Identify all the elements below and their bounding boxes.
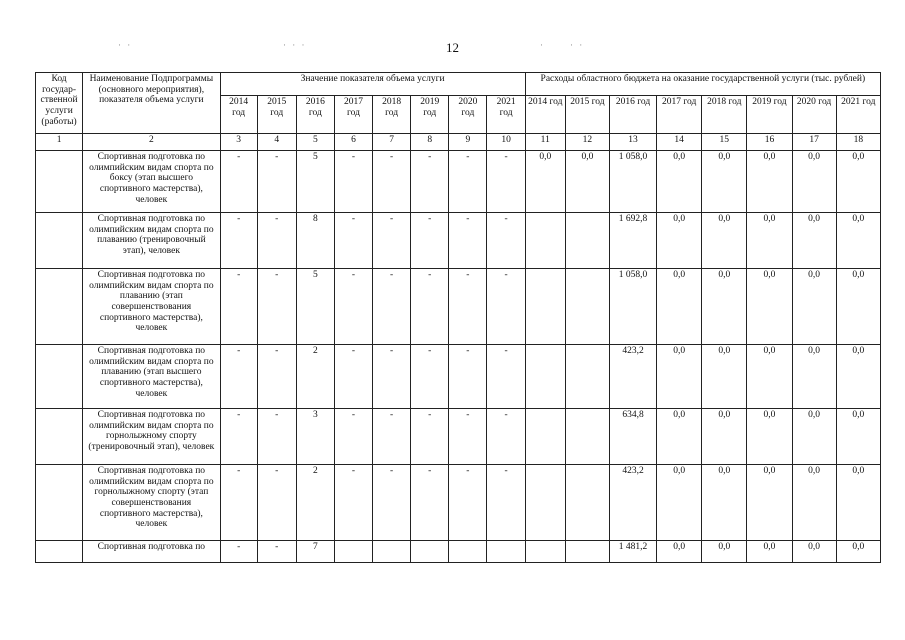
- scan-artifact: · · ·: [283, 40, 307, 50]
- cell-code: [36, 345, 83, 409]
- cell-volume: -: [449, 151, 487, 213]
- column-number: 13: [609, 134, 656, 151]
- cell-expense: 0,0: [792, 345, 836, 409]
- cell-expense: [565, 269, 609, 345]
- header-expense-year: 2017 год: [657, 96, 702, 134]
- cell-expense: 0,0: [702, 409, 747, 465]
- header-expense-year: 2018 год: [702, 96, 747, 134]
- cell-expense: 1 058,0: [609, 269, 656, 345]
- cell-volume: -: [449, 465, 487, 541]
- cell-expense: 0,0: [792, 213, 836, 269]
- cell-volume: -: [449, 409, 487, 465]
- cell-expense: [565, 213, 609, 269]
- column-number: 15: [702, 134, 747, 151]
- cell-volume: -: [334, 269, 372, 345]
- cell-expense: 0,0: [702, 151, 747, 213]
- cell-volume: [334, 541, 372, 563]
- cell-expense: 0,0: [836, 213, 880, 269]
- cell-volume: -: [487, 409, 525, 465]
- cell-expense: 0,0: [836, 465, 880, 541]
- cell-volume: -: [220, 541, 257, 563]
- cell-expense: 0,0: [747, 269, 792, 345]
- cell-volume: -: [487, 465, 525, 541]
- cell-expense: 0,0: [747, 409, 792, 465]
- page-number: 12: [446, 40, 459, 55]
- cell-volume: -: [373, 345, 411, 409]
- column-number: 14: [657, 134, 702, 151]
- column-number: 10: [487, 134, 525, 151]
- cell-name: Спортивная подготовка по олимпийским видам спорта по плаванию (этап совершенствования спортивного мастерства), человек: [83, 269, 220, 345]
- cell-expense: [565, 409, 609, 465]
- cell-expense: [525, 269, 565, 345]
- cell-expense: 423,2: [609, 345, 656, 409]
- cell-expense: 0,0: [525, 151, 565, 213]
- cell-expense: 0,0: [792, 465, 836, 541]
- scan-artifact: · ·: [118, 40, 133, 50]
- cell-volume: [449, 541, 487, 563]
- scan-artifact: ·: [540, 40, 545, 50]
- cell-volume: -: [334, 213, 372, 269]
- cell-volume: -: [411, 151, 449, 213]
- table-row: [36, 465, 881, 541]
- table-row: [36, 151, 881, 213]
- cell-expense: [525, 345, 565, 409]
- cell-volume: -: [334, 409, 372, 465]
- cell-volume: -: [257, 151, 296, 213]
- header-volume-year: 2015 год: [257, 96, 296, 134]
- cell-code: [36, 213, 83, 269]
- table-row: [36, 541, 881, 563]
- cell-code: [36, 541, 83, 563]
- cell-volume: 8: [296, 213, 334, 269]
- cell-expense: 0,0: [702, 541, 747, 563]
- cell-expense: 1 058,0: [609, 151, 656, 213]
- cell-volume: -: [411, 213, 449, 269]
- header-volume-year: 2019 год: [411, 96, 449, 134]
- cell-volume: -: [334, 345, 372, 409]
- cell-volume: -: [487, 345, 525, 409]
- cell-volume: -: [373, 465, 411, 541]
- cell-volume: -: [373, 409, 411, 465]
- column-number: 16: [747, 134, 792, 151]
- cell-expense: [525, 465, 565, 541]
- cell-expense: 0,0: [702, 269, 747, 345]
- header-expense-year: 2019 год: [747, 96, 792, 134]
- header-volume-year: 2014 год: [220, 96, 257, 134]
- header-name: Наименование Подпрограммы (основного мероприятия), показателя объема услуги: [83, 73, 220, 134]
- cell-volume: -: [257, 465, 296, 541]
- header-expense-year: 2014 год: [525, 96, 565, 134]
- cell-code: [36, 269, 83, 345]
- header-volume-year: 2021 год: [487, 96, 525, 134]
- cell-volume: 2: [296, 465, 334, 541]
- cell-name: Спортивная подготовка по олимпийским видам спорта по боксу (этап высшего спортивного мастерства), человек: [83, 151, 220, 213]
- cell-expense: 0,0: [657, 151, 702, 213]
- cell-name: Спортивная подготовка по: [83, 541, 220, 563]
- cell-volume: -: [257, 345, 296, 409]
- cell-expense: 0,0: [657, 269, 702, 345]
- column-number: 18: [836, 134, 880, 151]
- cell-volume: [411, 541, 449, 563]
- cell-expense: 0,0: [792, 409, 836, 465]
- scan-artifact: · ·: [570, 40, 585, 50]
- cell-expense: 0,0: [792, 269, 836, 345]
- cell-expense: [565, 465, 609, 541]
- column-number: 5: [296, 134, 334, 151]
- cell-expense: 0,0: [747, 213, 792, 269]
- cell-expense: 0,0: [565, 151, 609, 213]
- header-code: Код государ-ственной услуги (работы): [36, 73, 83, 134]
- cell-expense: 0,0: [836, 409, 880, 465]
- cell-expense: [525, 213, 565, 269]
- cell-expense: [565, 345, 609, 409]
- column-number: 8: [411, 134, 449, 151]
- cell-volume: -: [449, 269, 487, 345]
- cell-expense: 0,0: [657, 465, 702, 541]
- cell-expense: 0,0: [836, 269, 880, 345]
- cell-volume: -: [220, 465, 257, 541]
- cell-volume: 5: [296, 269, 334, 345]
- cell-expense: 0,0: [747, 345, 792, 409]
- cell-expense: [565, 541, 609, 563]
- cell-expense: 0,0: [792, 151, 836, 213]
- table-row: [36, 269, 881, 345]
- column-number: 1: [36, 134, 83, 151]
- cell-volume: -: [220, 409, 257, 465]
- cell-volume: 7: [296, 541, 334, 563]
- cell-code: [36, 409, 83, 465]
- column-number: 4: [257, 134, 296, 151]
- cell-expense: 0,0: [836, 151, 880, 213]
- cell-volume: -: [449, 345, 487, 409]
- cell-name: Спортивная подготовка по олимпийским видам спорта по горнолыжному спорту (тренировочный этап), человек: [83, 409, 220, 465]
- cell-volume: -: [257, 409, 296, 465]
- cell-expense: 0,0: [747, 151, 792, 213]
- cell-volume: -: [411, 269, 449, 345]
- column-number: 12: [565, 134, 609, 151]
- cell-expense: 423,2: [609, 465, 656, 541]
- header-volume-year: 2018 год: [373, 96, 411, 134]
- cell-volume: 5: [296, 151, 334, 213]
- header-expense-year: 2015 год: [565, 96, 609, 134]
- cell-expense: 0,0: [747, 541, 792, 563]
- cell-volume: [487, 541, 525, 563]
- header-expense-year: 2021 год: [836, 96, 880, 134]
- cell-expense: 0,0: [657, 345, 702, 409]
- cell-volume: -: [257, 269, 296, 345]
- cell-expense: 0,0: [702, 345, 747, 409]
- cell-volume: -: [257, 541, 296, 563]
- cell-volume: -: [220, 269, 257, 345]
- cell-code: [36, 465, 83, 541]
- budget-table: [35, 72, 881, 563]
- cell-expense: 0,0: [792, 541, 836, 563]
- cell-name: Спортивная подготовка по олимпийским видам спорта по горнолыжному спорту (этап совершенствования спортивного мастерства), человек: [83, 465, 220, 541]
- cell-volume: -: [411, 465, 449, 541]
- table-row: [36, 213, 881, 269]
- column-number: 2: [83, 134, 220, 151]
- cell-code: [36, 151, 83, 213]
- cell-volume: 3: [296, 409, 334, 465]
- cell-expense: 0,0: [657, 213, 702, 269]
- cell-volume: -: [220, 151, 257, 213]
- cell-volume: -: [334, 151, 372, 213]
- table-row: [36, 345, 881, 409]
- cell-volume: -: [411, 409, 449, 465]
- header-volume-year: 2016 год: [296, 96, 334, 134]
- cell-expense: 0,0: [836, 345, 880, 409]
- header-expense-year: 2020 год: [792, 96, 836, 134]
- header-volume-year: 2020 год: [449, 96, 487, 134]
- cell-expense: 0,0: [657, 541, 702, 563]
- cell-expense: [525, 541, 565, 563]
- column-number: 7: [373, 134, 411, 151]
- cell-volume: -: [487, 213, 525, 269]
- cell-expense: 0,0: [702, 213, 747, 269]
- cell-expense: 1 481,2: [609, 541, 656, 563]
- cell-expense: [525, 409, 565, 465]
- cell-volume: -: [220, 213, 257, 269]
- cell-volume: -: [487, 269, 525, 345]
- cell-volume: -: [257, 213, 296, 269]
- cell-volume: -: [373, 213, 411, 269]
- cell-volume: -: [334, 465, 372, 541]
- table-row: [36, 409, 881, 465]
- cell-volume: 2: [296, 345, 334, 409]
- cell-expense: 0,0: [702, 465, 747, 541]
- cell-expense: 634,8: [609, 409, 656, 465]
- header-volume-group: Значение показателя объема услуги: [220, 73, 525, 96]
- header-expense-group: Расходы областного бюджета на оказание государственной услуги (тыс. рублей): [525, 73, 880, 96]
- column-number: 11: [525, 134, 565, 151]
- cell-volume: -: [411, 345, 449, 409]
- column-number: 6: [334, 134, 372, 151]
- cell-name: Спортивная подготовка по олимпийским видам спорта по плаванию (этап высшего спортивного мастерства), человек: [83, 345, 220, 409]
- cell-volume: -: [487, 151, 525, 213]
- column-number: 9: [449, 134, 487, 151]
- cell-expense: 1 692,8: [609, 213, 656, 269]
- column-number: 17: [792, 134, 836, 151]
- cell-name: Спортивная подготовка по олимпийским видам спорта по плаванию (тренировочный этап), человек: [83, 213, 220, 269]
- cell-expense: 0,0: [836, 541, 880, 563]
- header-volume-year: 2017 год: [334, 96, 372, 134]
- cell-volume: -: [373, 269, 411, 345]
- column-number: 3: [220, 134, 257, 151]
- cell-expense: 0,0: [747, 465, 792, 541]
- header-expense-year: 2016 год: [609, 96, 656, 134]
- cell-volume: -: [373, 151, 411, 213]
- cell-volume: [373, 541, 411, 563]
- cell-volume: -: [220, 345, 257, 409]
- cell-volume: -: [449, 213, 487, 269]
- cell-expense: 0,0: [657, 409, 702, 465]
